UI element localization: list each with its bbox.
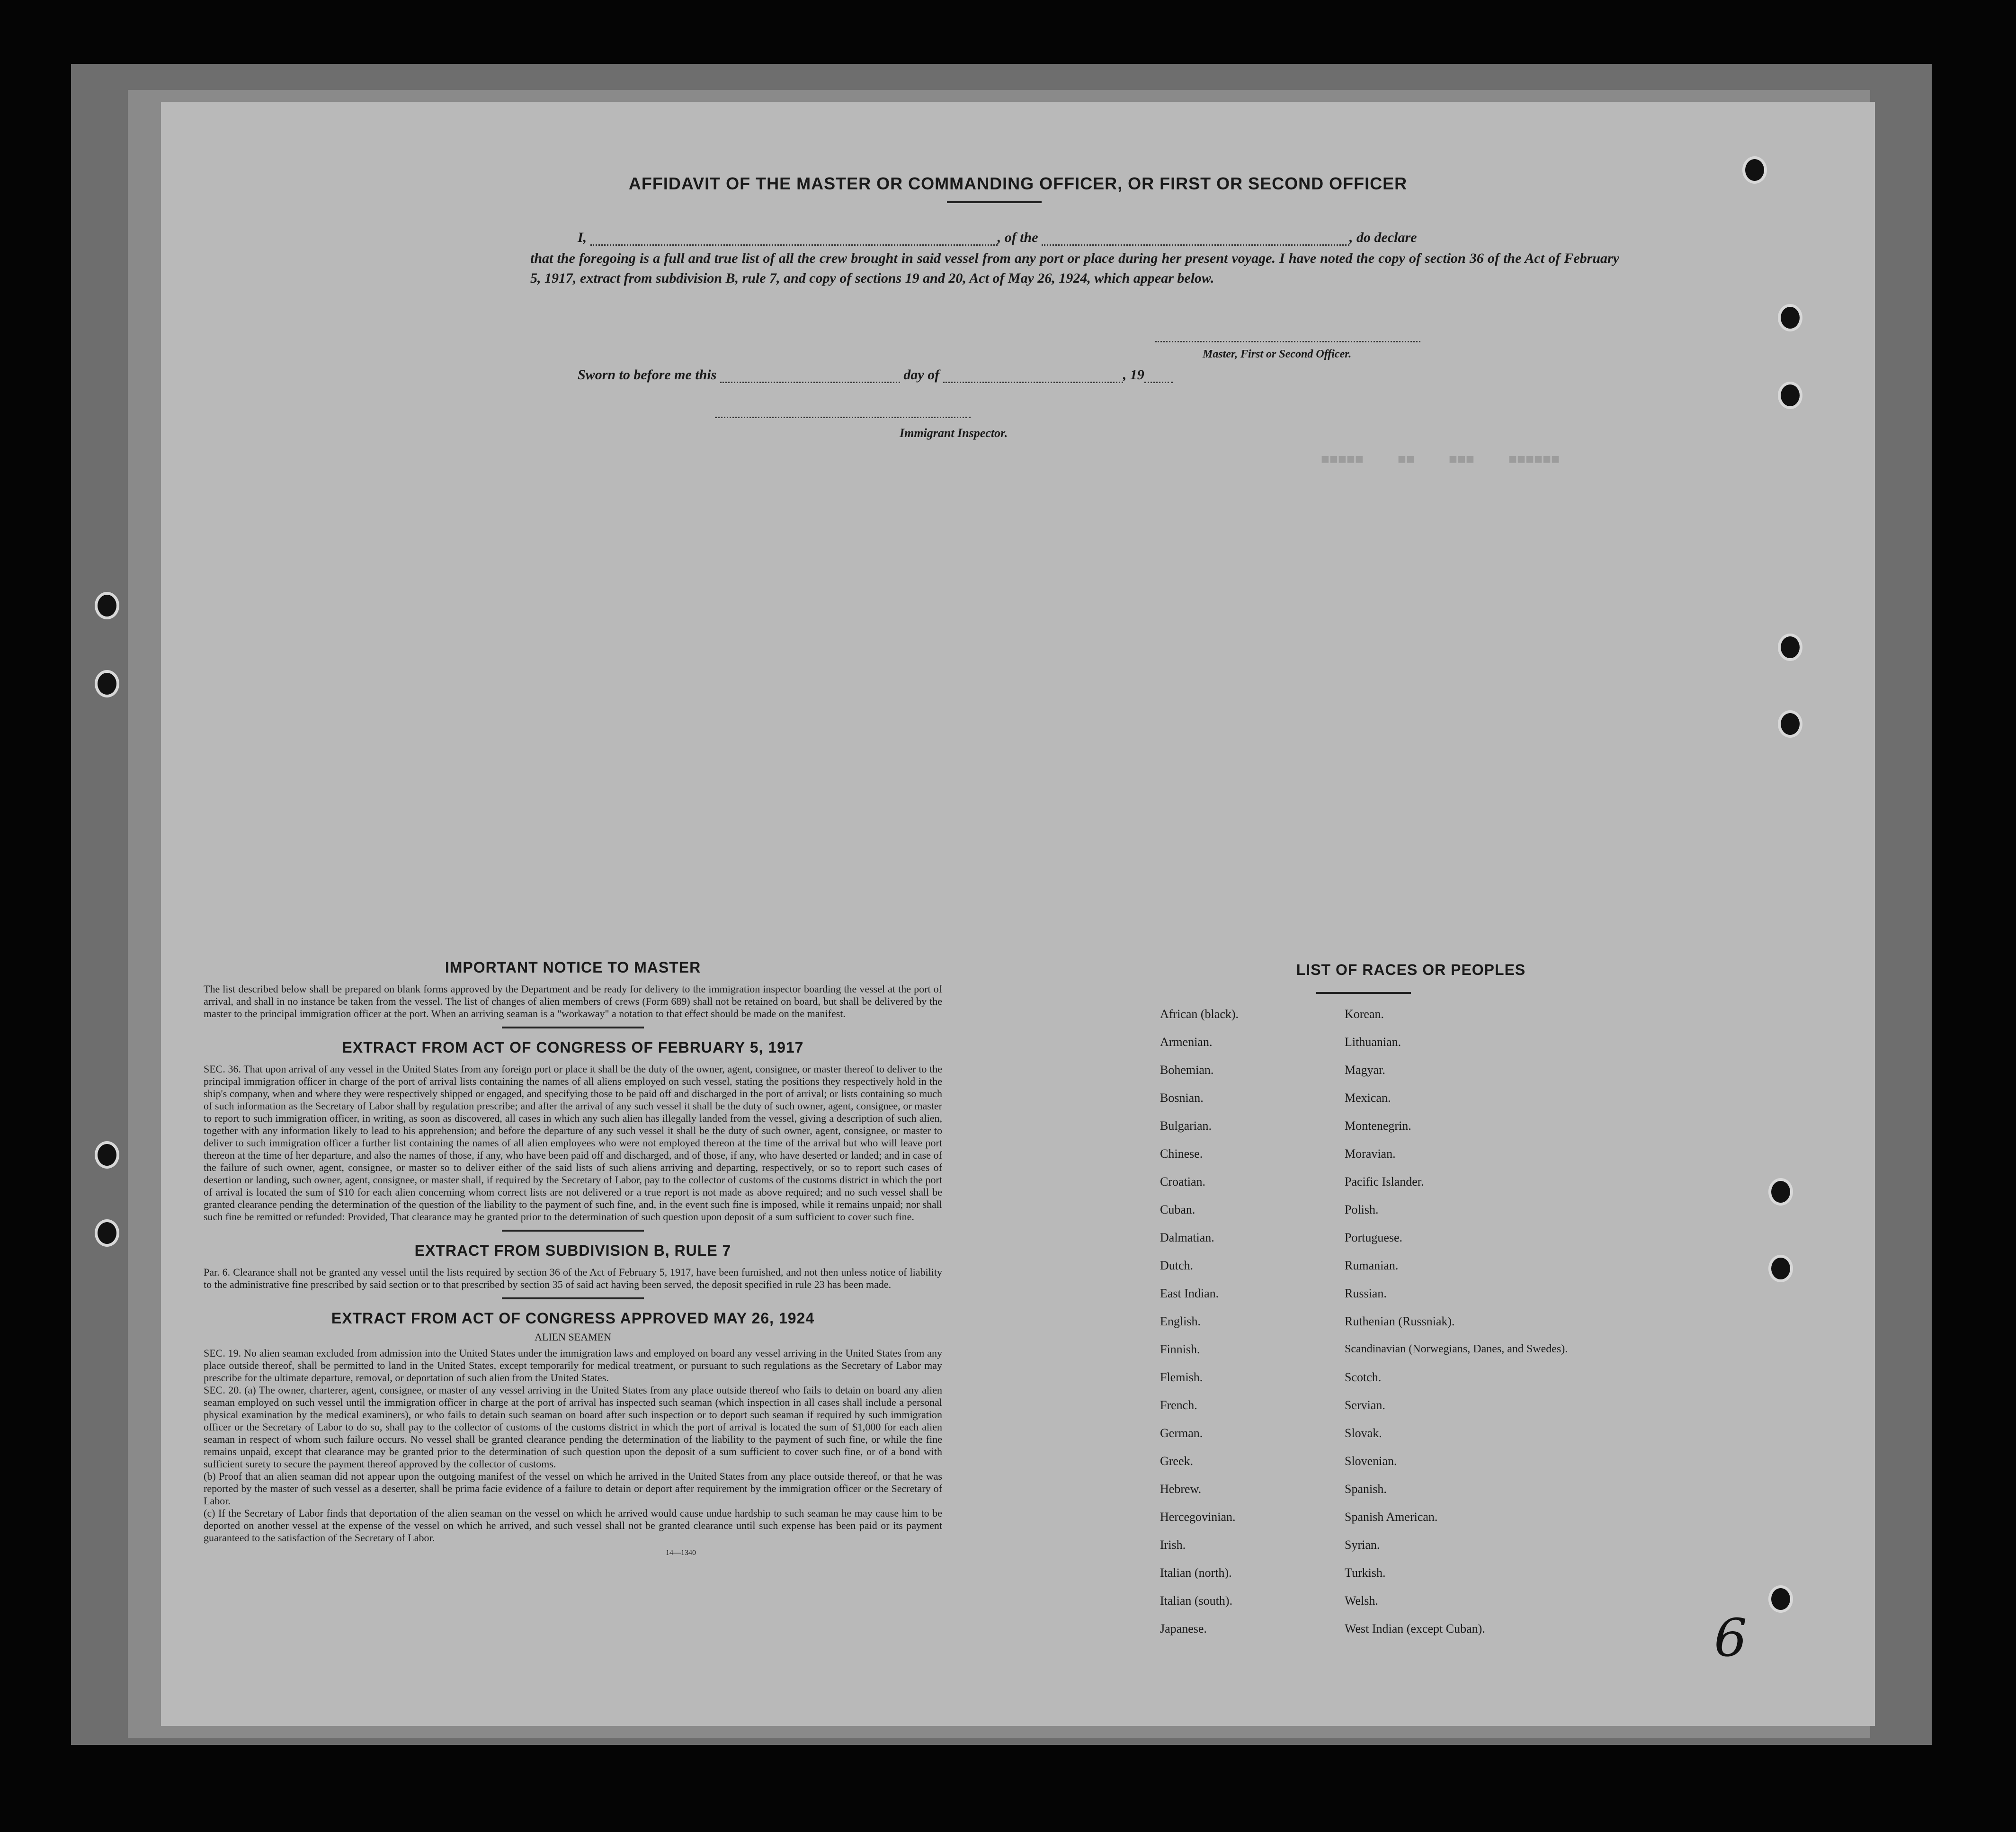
race-item: Italian (south).: [1160, 1594, 1233, 1608]
race-item: Flemish.: [1160, 1370, 1203, 1384]
race-item: Lithuanian.: [1345, 1035, 1401, 1049]
race-item: Greek.: [1160, 1454, 1194, 1468]
race-item: Cuban.: [1160, 1203, 1195, 1216]
divider: [502, 1027, 644, 1028]
race-item: Irish.: [1160, 1538, 1186, 1552]
race-item: Welsh.: [1345, 1594, 1378, 1608]
sec20b-text: (b) Proof that an alien seaman did not appear upon the outgoing manifest of the vessel on which he arrived in the United States from any place outside thereof, or that he was reported by the master of such vessel as a deserter, shall be prima facie evidence of a failure to detain or deport after requirement by the immigration officer or the Secretary of Labor.: [204, 1470, 942, 1507]
name-blank[interactable]: [590, 230, 998, 246]
form-number: 14—1340: [666, 1549, 696, 1557]
sec20a-text: SEC. 20. (a) The owner, charterer, agent, consignee, or master of any vessel arriving in the United States from any place outside thereof who fails to detain on board any alien seaman employed on such vessel until the immigration officer in charge at the port of arrival has inspected such seaman (which inspection in all cases shall include a personal physical examination by the medical examiners), or who fails to detain such seaman on board after such inspection or to deport such seaman if required by such immigration officer or the Secretary of Labor to do so, shall pay to the collector of customs of the customs district in which the port of arrival is located the sum of $1,000 for each alien seaman in respect of whom such failure occurs. No vessel shall be granted clearance pending the determination of the liability to the payment of such fine, or while the fine remains unpaid, except that clearance may be granted prior to the determination of such question upon the deposit of a sum sufficient to cover such fine, or of a bond with sufficient surety to secure the payment thereof approved by the collector of customs.: [204, 1384, 942, 1470]
punch-hole: [95, 670, 119, 697]
race-item: Scotch.: [1345, 1370, 1382, 1384]
race-item: Slovenian.: [1345, 1454, 1397, 1468]
race-item: Spanish.: [1345, 1482, 1387, 1496]
alien-seamen-subtitle: ALIEN SEAMEN: [535, 1331, 611, 1343]
race-item: Moravian.: [1345, 1147, 1396, 1161]
notice-text: The list described below shall be prepared on blank forms approved by the Department and be ready for delivery to the immigration inspector boarding the vessel at the port of arrival, and shall in no instance be taken from the vessel. The list of changes of alien members of crews (Form 689) shall not be retained on board, but shall be delivered by the master to the principal immigration officer at the port. When an arriving seaman is a "workaway" a notation to that effect should be made on the manifest.: [204, 983, 942, 1019]
punch-hole: [95, 592, 119, 619]
races-right-column: [1345, 1007, 1610, 1650]
race-item: Hercegovinian.: [1160, 1510, 1236, 1524]
race-item: Rumanian.: [1345, 1259, 1399, 1272]
title-rule: [947, 201, 1042, 203]
race-item: Servian.: [1345, 1398, 1385, 1412]
race-item: West Indian (except Cuban).: [1345, 1622, 1485, 1635]
punch-hole: [95, 1141, 119, 1169]
race-item: Chinese.: [1160, 1147, 1203, 1161]
race-item: African (black).: [1160, 1007, 1239, 1021]
handwritten-mark: 6: [1714, 1608, 1747, 1668]
race-item: Polish.: [1345, 1203, 1379, 1216]
race-item: Italian (north).: [1160, 1566, 1232, 1580]
race-item: Russian.: [1345, 1287, 1387, 1300]
race-item: French.: [1160, 1398, 1197, 1412]
legal-column: [204, 959, 942, 1557]
race-item: Syrian.: [1345, 1538, 1380, 1552]
race-item: Pacific Islander.: [1345, 1175, 1424, 1189]
affidavit-body: that the foregoing is a full and true list of all the crew brought in said vessel from any port or place during her present voyage. I have noted the copy of section 36 of the Act of February 5, 1917, extract from subdivision B, rule 7, and copy of sections 19 and 20, Act of May 26, 1924, which appear below.: [530, 250, 1619, 286]
divider: [502, 1230, 644, 1232]
vessel-blank[interactable]: [1042, 230, 1349, 246]
race-item: East Indian.: [1160, 1287, 1219, 1300]
race-item: Hebrew.: [1160, 1482, 1202, 1496]
race-item: Korean.: [1345, 1007, 1384, 1021]
punch-hole: [1742, 156, 1767, 184]
race-item: Japanese.: [1160, 1622, 1207, 1635]
month-blank[interactable]: [943, 367, 1123, 383]
race-item: Slovak.: [1345, 1426, 1382, 1440]
affidavit-i: I,: [578, 230, 587, 245]
rule7-title: EXTRACT FROM SUBDIVISION B, RULE 7: [414, 1242, 731, 1259]
year-blank[interactable]: [1144, 367, 1173, 383]
races-left-column: [1160, 1007, 1239, 1650]
extract-1917-text: SEC. 36. That upon arrival of any vessel in the United States from any foreign port or place it shall be the duty of the owner, agent, consignee, or master thereof to deliver to the principal immigration officer in charge of the port of arrival lists containing the names of all aliens employed on such vessel, stating the positions they respectively hold in the ship's company, when and where they were respectively shipped or engaged, and specifying those to be paid off and discharged in the port of arrival; or lists containing so much of such information as the Secretary of Labor shall by regulation prescribe; and after the arrival of any such vessel it shall be the duty of such owner, agent, consignee, or master to report to such immigration officer, in writing, as soon as discovered, all cases in which any such alien has illegally landed from the vessel, giving a description of such alien, together with any information likely to lead to his apprehension; and before the departure of any such vessel it shall be the duty of such owner, agent, consignee, or master to deliver to such immigration officer a further list containing the names of all alien employees who were not employed thereon at the time of the arrival but who will leave port thereon at the time of her departure, and also the names of those, if any, who have been paid off and discharged, and of those, if any, who have deserted or landed; and in case of the failure of such owner, agent, consignee, or master so to deliver either of the said lists of such aliens arriving and departing, respectively, or so to report such cases of desertion or landing, such owner, agent, consignee, or master shall, if required by the Secretary of Labor, pay to the collector of customs of the customs district in which the port of arrival is located the sum of $10 for each alien concerning whom correct lists are not delivered or a true report is not made as above required; and no such vessel shall be granted clearance pending the determination of the question of the liability to the payment of such fine, and, in the event such fine is imposed, while it remains unpaid; nor shall such fine be remitted or refunded: Provided, That clearance may be granted prior to the determination of such question upon deposit of a sum sufficient to cover such fine.: [204, 1063, 942, 1223]
year-label: , 19: [1123, 367, 1144, 383]
punch-hole: [1778, 304, 1802, 331]
punch-hole: [1768, 1178, 1793, 1206]
punch-hole: [1778, 634, 1802, 661]
race-item: Finnish.: [1160, 1342, 1200, 1356]
races-title: LIST OF RACES OR PEOPLES: [1296, 961, 1526, 978]
race-item: Montenegrin.: [1345, 1119, 1411, 1133]
race-item: Mexican.: [1345, 1091, 1391, 1105]
race-item: Bosnian.: [1160, 1091, 1204, 1105]
race-item: Bohemian.: [1160, 1063, 1214, 1077]
race-item: Portuguese.: [1345, 1231, 1403, 1244]
day-of-label: day of: [903, 367, 940, 383]
races-rule: [1316, 992, 1411, 994]
race-item: English.: [1160, 1314, 1201, 1328]
bleed-through: ■■■■■ ■■ ■■■ ■■■■■■: [1321, 452, 1560, 468]
sec19-text: SEC. 19. No alien seaman excluded from admission into the United States under the immigration laws and employed on board any vessel arriving in the United States from any place outside thereof, shall be permitted to land in the United States, except temporarily for medical treatment, or pursuant to such regulations as the Secretary of Labor may prescribe for the ultimate departure, removal, or deportation of such alien from the United States.: [204, 1347, 942, 1384]
punch-hole: [1778, 710, 1802, 738]
master-signature-line[interactable]: [1155, 341, 1420, 342]
punch-hole: [95, 1219, 119, 1247]
race-item: Magyar.: [1345, 1063, 1385, 1077]
sworn-line: [578, 367, 1173, 383]
affidavit-line1: [578, 230, 1619, 246]
punch-hole: [1778, 382, 1802, 409]
affidavit-of: , of the: [997, 230, 1038, 245]
race-item: Armenian.: [1160, 1035, 1213, 1049]
inspector-signature-line[interactable]: [715, 417, 971, 418]
sec20c-text: (c) If the Secretary of Labor finds that deportation of the alien seaman on the vessel on which he arrived would cause undue hardship to such seaman he may cause him to be deported on another vessel at the expense of the vessel on which he arrived, and such vessel shall not be granted clearance until such expense has been paid or its payment guaranteed to the satisfaction of the Secretary of Labor.: [204, 1507, 942, 1544]
race-item: Croatian.: [1160, 1175, 1206, 1189]
affidavit-title: AFFIDAVIT OF THE MASTER OR COMMANDING OFFICER, OR FIRST OR SECOND OFFICER: [628, 174, 1408, 193]
form-page: [161, 102, 1875, 1726]
race-item: Bulgarian.: [1160, 1119, 1212, 1133]
inspector-label: Immigrant Inspector.: [900, 426, 1008, 440]
punch-hole: [1768, 1255, 1793, 1282]
notice-title: IMPORTANT NOTICE TO MASTER: [445, 959, 701, 976]
race-item: Turkish.: [1345, 1566, 1386, 1580]
punch-hole: [1768, 1585, 1793, 1613]
divider: [502, 1297, 644, 1299]
rule7-text: Par. 6. Clearance shall not be granted any vessel until the lists required by section 36 of the Act of February 5, 1917, have been furnished, and not then unless notice of liability to the administrative fine prescribed by said section or to that prescribed by section 35 of said act having been served, the deposit specified in rule 23 has been made.: [204, 1266, 942, 1290]
race-item: German.: [1160, 1426, 1203, 1440]
race-item: Dutch.: [1160, 1259, 1194, 1272]
master-signature-label: Master, First or Second Officer.: [1203, 348, 1352, 360]
sworn-label: Sworn to before me this: [578, 367, 717, 383]
race-item: Spanish American.: [1345, 1510, 1438, 1524]
extract-1917-title: EXTRACT FROM ACT OF CONGRESS OF FEBRUARY 5, 1917: [342, 1039, 804, 1056]
race-item: Dalmatian.: [1160, 1231, 1214, 1244]
affidavit-declare: , do declare: [1349, 230, 1417, 245]
race-item: Ruthenian (Russniak).: [1345, 1314, 1455, 1328]
race-item: Scandinavian (Norwegians, Danes, and Swedes).: [1345, 1343, 1568, 1355]
extract-1924-title: EXTRACT FROM ACT OF CONGRESS APPROVED MAY 26, 1924: [331, 1310, 815, 1327]
sworn-day-blank[interactable]: [720, 367, 900, 383]
